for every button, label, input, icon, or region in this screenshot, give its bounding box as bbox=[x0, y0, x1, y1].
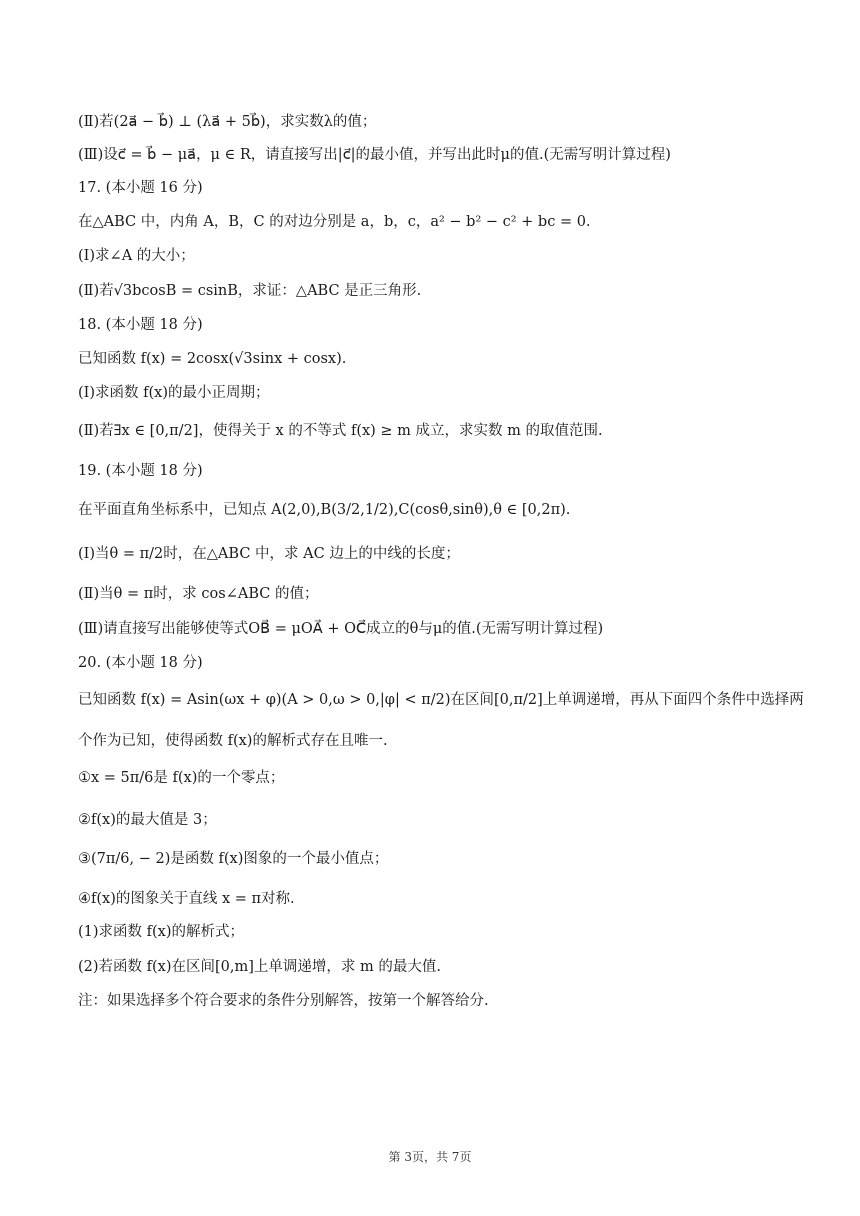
text-line: 个作为已知，使得函数 f(x)的解析式存在且唯一. bbox=[78, 733, 388, 749]
text-line: (2)若函数 f(x)在区间[0,m]上单调递增，求 m 的最大值. bbox=[78, 959, 441, 975]
condition-4: ④f(x)的图象关于直线 x = π对称. bbox=[78, 891, 295, 907]
text-line: (Ⅰ)当θ = π/2时，在△ABC 中，求 AC 边上的中线的长度； bbox=[78, 546, 460, 562]
text-line: (Ⅱ)当θ = π时，求 cos∠ABC 的值； bbox=[78, 586, 319, 602]
text-line: 已知函数 f(x) = Asin(ωx + φ)(A > 0,ω > 0,|φ| < π/2)在区间[0,π/2]上单调递增，再从下面四个条件中选择两 bbox=[78, 692, 804, 708]
question-heading-17: 17. (本小题 16 分) bbox=[78, 180, 203, 196]
text-line: 已知函数 f(x) = 2cosx(√3sinx + cosx). bbox=[78, 351, 347, 367]
condition-3: ③(7π/6, − 2)是函数 f(x)图象的一个最小值点； bbox=[78, 851, 389, 867]
question-heading-18: 18. (本小题 18 分) bbox=[78, 317, 203, 333]
page-footer: 第 3页，共 7页 bbox=[388, 1150, 472, 1164]
text-line: (Ⅱ)若(2a⃗ − b⃗) ⊥ (λa⃗ + 5b⃗)，求实数λ的值； bbox=[78, 114, 377, 130]
text-line: (Ⅱ)若√3bcosB = csinB，求证：△ABC 是正三角形. bbox=[78, 283, 422, 299]
text-line: (1)求函数 f(x)的解析式； bbox=[78, 924, 245, 940]
text-line: (Ⅰ)求∠A 的大小； bbox=[78, 248, 195, 264]
condition-2: ②f(x)的最大值是 3； bbox=[78, 812, 217, 828]
question-heading-20: 20. (本小题 18 分) bbox=[78, 655, 203, 671]
note-line: 注：如果选择多个符合要求的条件分别解答，按第一个解答给分. bbox=[78, 993, 489, 1009]
condition-1: ①x = 5π/6是 f(x)的一个零点； bbox=[78, 770, 285, 786]
text-line: (Ⅲ)请直接写出能够使等式OB⃗ = μOA⃗ + OC⃗成立的θ与μ的值.(无需写明计算过程) bbox=[78, 621, 604, 637]
text-line: (Ⅱ)若∃x ∈ [0,π/2]，使得关于 x 的不等式 f(x) ≥ m 成立，求实数 m 的取值范围. bbox=[78, 423, 603, 439]
text-line: 在△ABC 中，内角 A，B，C 的对边分别是 a，b，c，a² − b² − c² + bc = 0. bbox=[78, 214, 591, 230]
question-heading-19: 19. (本小题 18 分) bbox=[78, 463, 203, 479]
text-line: 在平面直角坐标系中，已知点 A(2,0),B(3/2,1/2),C(cosθ,sinθ),θ ∈ [0,2π). bbox=[78, 502, 571, 518]
text-line: (Ⅲ)设c⃗ = b⃗ − μa⃗，μ ∈ R，请直接写出|c⃗|的最小值，并写出此时μ的值.(无需写明计算过程) bbox=[78, 147, 671, 163]
text-line: (Ⅰ)求函数 f(x)的最小正周期； bbox=[78, 385, 270, 401]
